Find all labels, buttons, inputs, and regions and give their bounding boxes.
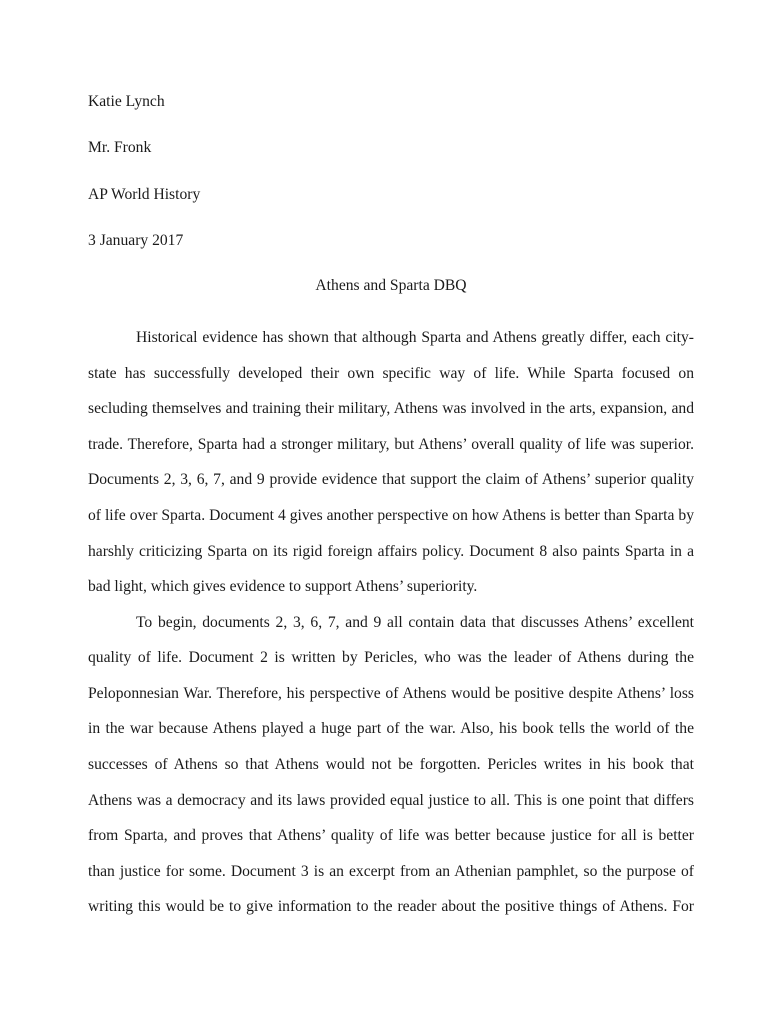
paragraph-line: writing this would be to give information to the reader about the positive things of Athens. For (88, 898, 694, 916)
paragraph-line: Documents 2, 3, 6, 7, and 9 provide evidence that support the claim of Athens’ superior quality (88, 471, 694, 489)
essay-body (88, 88, 694, 925)
paragraph-line: of life over Sparta. Document 4 gives another perspective on how Athens is better than Sparta by (88, 506, 694, 524)
paragraph-1 (88, 320, 694, 605)
paragraph-line: from Sparta, and proves that Athens’ quality of life was better because justice for all is better (88, 827, 694, 845)
paragraph-line: than justice for some. Document 3 is an excerpt from an Athenian pamphlet, so the purpose of (88, 862, 694, 880)
paragraph-line: quality of life. Document 2 is written by Pericles, who was the leader of Athens during the (88, 649, 694, 667)
paragraph-line: To begin, documents 2, 3, 6, 7, and 9 all contain data that discusses Athens’ excellent (136, 613, 694, 631)
essay-title: Athens and Sparta DBQ (315, 276, 467, 294)
paragraph-line: trade. Therefore, Sparta had a stronger military, but Athens’ overall quality of life was superior. (88, 435, 694, 453)
paragraph-line: in the war because Athens played a huge part of the war. Also, his book tells the world of the (88, 720, 694, 738)
paragraph-line: bad light, which gives evidence to support Athens’ superiority. (88, 578, 478, 596)
course-name: AP World History (88, 185, 201, 203)
teacher-name: Mr. Fronk (88, 139, 152, 157)
paragraph-line: state has successfully developed their own specific way of life. While Sparta focused on (88, 364, 694, 382)
paragraph-line: Historical evidence has shown that although Sparta and Athens greatly differ, each city- (136, 328, 694, 346)
paragraph-2 (88, 605, 694, 925)
essay-date: 3 January 2017 (88, 232, 184, 250)
paragraph-line: Athens was a democracy and its laws provided equal justice to all. This is one point that differs (88, 791, 694, 809)
header-block (88, 88, 694, 274)
paragraph-line: secluding themselves and training their military, Athens was involved in the arts, expansion, and (88, 400, 694, 418)
paragraph-line: Peloponnesian War. Therefore, his perspective of Athens would be positive despite Athens’ loss (88, 684, 694, 702)
paragraph-line: harshly criticizing Sparta on its rigid foreign affairs policy. Document 8 also paints Sparta in a (88, 542, 694, 560)
author-name: Katie Lynch (88, 93, 165, 110)
paragraph-line: successes of Athens so that Athens would not be forgotten. Pericles writes in his book that (88, 756, 694, 774)
